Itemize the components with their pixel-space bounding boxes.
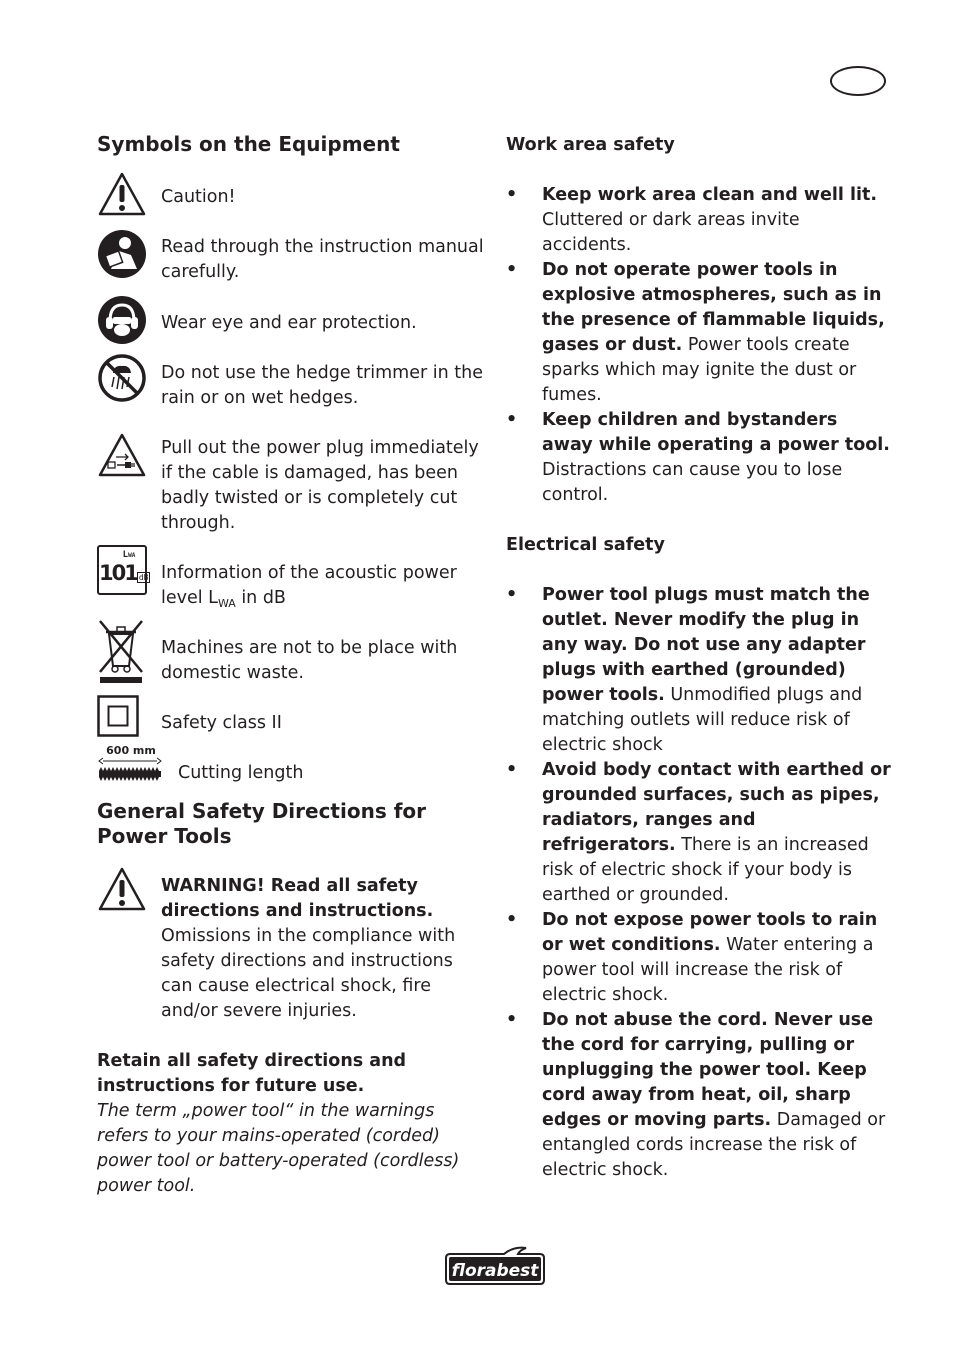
- work-area-list: [506, 183, 891, 508]
- acoustic-icon-unit: dB: [138, 573, 149, 582]
- symbol-waste-text: Machines are not to be place with domestic waste.: [161, 638, 458, 683]
- item-text: Unmodified plugs and matching outlets will reduce risk of electric shock: [542, 685, 863, 755]
- warning-body: Omissions in the compliance with safety directions and instructions can cause electrical shock, fire and/or severe injuries.: [161, 926, 456, 1021]
- safety-class-ii-icon: [97, 695, 139, 737]
- symbol-rain: [97, 361, 487, 436]
- list-item: [506, 1008, 891, 1183]
- acoustic-icon-value: 101: [99, 561, 137, 585]
- retain-block: [97, 1049, 487, 1199]
- read-manual-icon: [97, 229, 147, 279]
- symbol-plug-text: Pull out the power plug immediately if the cable is damaged, has been badly twisted or is completely cut through.: [161, 438, 479, 533]
- symbol-cutting-text: Cutting length: [178, 763, 304, 783]
- general-title: General Safety Directions for Power Tools: [97, 799, 426, 848]
- list-item: [506, 183, 891, 258]
- symbol-manual-text: Read through the instruction manual carefully.: [161, 237, 484, 282]
- cutting-length-icon: [97, 745, 163, 785]
- acoustic-text-sub: WA: [217, 597, 236, 610]
- list-item: [506, 258, 891, 408]
- symbol-eye-ear-text: Wear eye and ear protection.: [161, 313, 417, 333]
- symbols-title: Symbols on the Equipment: [97, 132, 400, 156]
- item-text: Cluttered or dark areas invite accidents.: [542, 210, 800, 255]
- item-bold: Keep work area clean and well lit.: [542, 185, 877, 205]
- item-bold: Avoid body contact with earthed or grounded surfaces, such as pipes, radiators, ranges and refrigerators.: [542, 760, 891, 855]
- symbol-waste: [97, 636, 487, 711]
- electrical-title: Electrical safety: [506, 535, 665, 555]
- general-warning-text: [161, 874, 487, 1024]
- symbol-safety-class-text: Safety class II: [161, 713, 282, 733]
- eye-ear-protection-icon: [97, 295, 147, 345]
- acoustic-icon-sub: WA: [128, 552, 136, 559]
- symbol-manual: [97, 235, 487, 285]
- symbol-eye-ear: [97, 311, 487, 361]
- item-text: Damaged or entangled cords increase the risk of electric shock.: [542, 1110, 886, 1180]
- symbol-acoustic: [97, 550, 487, 636]
- bullet: •: [506, 1010, 518, 1030]
- left-column: [97, 130, 487, 1199]
- cutting-icon-label: 600 mm: [106, 744, 156, 757]
- language-badge: [830, 66, 886, 96]
- item-bold: Do not expose power tools to rain or wet conditions.: [542, 910, 878, 955]
- logo-text: florabest: [451, 1261, 539, 1281]
- symbol-caution: [97, 185, 487, 235]
- florabest-logo: [442, 1244, 548, 1286]
- acoustic-text-post: in dB: [235, 588, 286, 608]
- list-item: [506, 408, 891, 508]
- symbol-caution-text: Caution!: [161, 187, 236, 207]
- work-area-title: Work area safety: [506, 135, 675, 155]
- symbol-rain-text: Do not use the hedge trimmer in the rain or on wet hedges.: [161, 363, 483, 408]
- bullet: •: [506, 185, 518, 205]
- item-text: Water entering a power tool will increase the risk of electric shock.: [542, 935, 874, 1005]
- retain-bold: Retain all safety directions and instructions for future use.: [97, 1051, 407, 1096]
- bullet: •: [506, 410, 518, 430]
- retain-italic: The term „power tool“ in the warnings refers to your mains-operated (corded) power tool or battery-operated (cordless) power tool.: [97, 1101, 460, 1196]
- list-item: [506, 908, 891, 1008]
- acoustic-icon-label: L: [122, 550, 129, 560]
- bullet: •: [506, 910, 518, 930]
- warning-triangle-icon-2: [97, 866, 147, 912]
- symbol-acoustic-text: [161, 561, 487, 616]
- acoustic-power-icon: [97, 545, 147, 595]
- item-text: Power tools create sparks which may ignite the dust or fumes.: [542, 335, 857, 405]
- right-column: [506, 130, 891, 1183]
- item-bold: Do not abuse the cord. Never use the cord for carrying, pulling or unplugging the power tool. Keep cord away from heat, oil, sharp edges or moving parts.: [542, 1010, 874, 1130]
- blade-icon: [97, 757, 163, 783]
- item-text: Distractions can cause you to lose control.: [542, 460, 843, 505]
- item-bold: Keep children and bystanders away while operating a power tool.: [542, 410, 890, 455]
- electrical-list: [506, 583, 891, 1183]
- crossed-bin-icon: [97, 618, 145, 684]
- list-item: [506, 583, 891, 758]
- item-text: There is an increased risk of electric shock if your body is earthed or grounded.: [542, 835, 869, 905]
- bullet: •: [506, 585, 518, 605]
- symbol-cutting: [97, 744, 487, 801]
- item-bold: Do not operate power tools in explosive atmospheres, such as in the presence of flammable liquids, gases or dust.: [542, 260, 885, 355]
- warning-bold: WARNING! Read all safety directions and instructions.: [161, 876, 434, 921]
- item-bold: Power tool plugs must match the outlet. Never modify the plug in any way. Do not use any adapter plugs with earthed (grounded) power tools.: [542, 585, 870, 705]
- symbol-plug: [97, 436, 487, 561]
- warning-triangle-icon: [97, 171, 147, 217]
- bullet: •: [506, 760, 518, 780]
- general-warning: [97, 874, 487, 1024]
- unplug-warning-icon: [97, 432, 147, 478]
- list-item: [506, 758, 891, 908]
- bullet: •: [506, 260, 518, 280]
- acoustic-text-pre: Information of the acoustic power level L: [161, 563, 457, 608]
- no-rain-icon: [97, 353, 147, 403]
